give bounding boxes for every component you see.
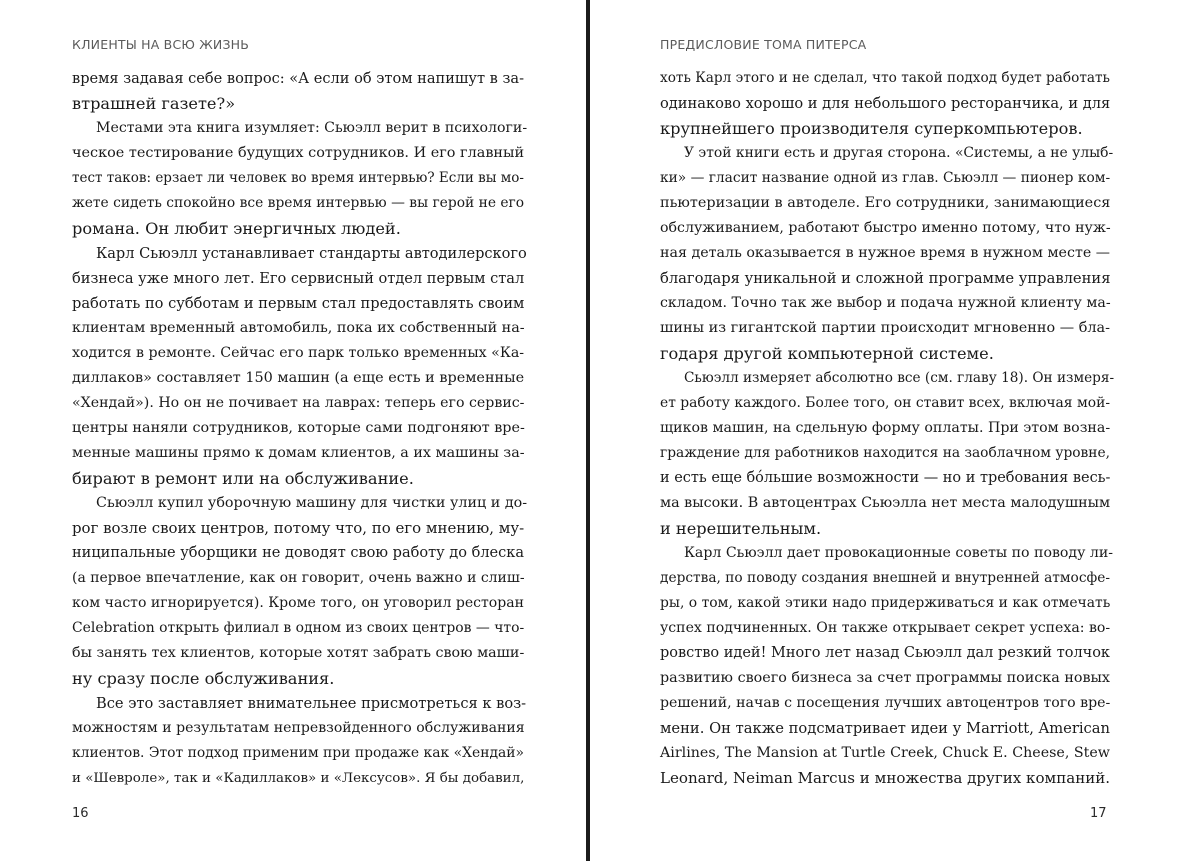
left-page-body bbox=[72, 66, 528, 791]
text-line: Airlines, The Mansion at Turtle Creek, Chuck E. Cheese, Stew bbox=[660, 745, 1110, 761]
text-line: и нерешительным. bbox=[660, 519, 822, 538]
text-line: ком часто игнорируется). Кроме того, он уговорил ресторан bbox=[72, 595, 524, 611]
text-line: Сьюэлл купил уборочную машину для чистки улиц и до- bbox=[96, 495, 528, 511]
text-line: бирают в ремонт или на обслуживание. bbox=[72, 469, 414, 488]
text-line: Карл Сьюэлл дает провокационные советы по поводу ли- bbox=[684, 545, 1114, 561]
text-line: втрашней газете?» bbox=[72, 94, 236, 113]
text-line: одинаково хорошо и для небольшого ресторанчика, и для bbox=[660, 95, 1111, 112]
text-line: Карл Сьюэлл устанавливает стандарты автодилерского bbox=[96, 245, 527, 262]
text-line: ет работу каждого. Более того, он ставит всех, включая мой- bbox=[660, 395, 1111, 411]
text-line: время задавая себе вопрос: «А если об этом напишут в за- bbox=[72, 70, 524, 87]
text-line: Сьюэлл измеряет абсолютно все (см. главу 18). Он измеря- bbox=[684, 370, 1115, 386]
text-line: менные машины прямо к домам клиентов, а их машины за- bbox=[72, 445, 525, 461]
text-line: центры наняли сотрудников, которые сами подгоняют вре- bbox=[72, 420, 525, 436]
right-page bbox=[590, 0, 1177, 861]
text-line: пьютеризации в автоделе. Его сотрудники, занимающиеся bbox=[660, 195, 1111, 211]
text-line: бизнеса уже много лет. Его сервисный отдел первым стал bbox=[72, 270, 525, 287]
text-line: годаря другой компьютерной системе. bbox=[660, 344, 994, 363]
text-line: (а первое впечатление, как он говорит, очень важно и слиш- bbox=[72, 570, 525, 586]
text-line: ма высоки. В автоцентрах Сьюэлла нет места малодушным bbox=[660, 495, 1111, 511]
text-line: ниципальные уборщики не доводят свою работу до блеска bbox=[72, 545, 524, 561]
text-line: диллаков» составляет 150 машин (а еще есть и временные bbox=[72, 370, 525, 386]
text-line: рог возле своих центров, потому что, по его мнению, му- bbox=[72, 519, 525, 537]
text-line: дерства, по поводу создания внешней и внутренней атмосфе- bbox=[660, 570, 1110, 586]
text-line: ная деталь оказывается в нужное время в нужном месте — bbox=[660, 245, 1110, 261]
text-line: У этой книги есть и другая сторона. «Системы, а не улыб- bbox=[684, 145, 1114, 161]
text-line: шины из гигантской партии происходит мгновенно — бла- bbox=[660, 320, 1111, 336]
text-line: щиков машин, на сдельную форму оплаты. При этом возна- bbox=[660, 420, 1111, 436]
text-line: мени. Он также подсматривает идеи у Marriott, American bbox=[660, 720, 1110, 737]
text-line: романа. Он любит энергичных людей. bbox=[72, 219, 401, 238]
text-line: успех подчиненных. Он также открывает секрет успеха: во- bbox=[660, 620, 1111, 636]
text-line: Leonard, Neiman Marcus и множества других компаний. bbox=[660, 769, 1111, 787]
text-line: и «Шевроле», так и «Кадиллаков» и «Лексусов». Я бы добавил, bbox=[72, 771, 525, 786]
text-line: Celebration открыть филиал в одном из своих центров — что- bbox=[72, 620, 525, 636]
text-line: можностям и результатам непревзойденного обслуживания bbox=[72, 720, 525, 736]
text-line: крупнейшего производителя суперкомпьютеров. bbox=[660, 119, 1083, 138]
text-line: ры, о том, какой этики надо придерживаться и как отмечать bbox=[660, 595, 1111, 611]
text-line: клиентам временный автомобиль, пока их собственный на- bbox=[72, 320, 525, 336]
page-number-left: 16 bbox=[72, 806, 89, 821]
page-number-right: 17 bbox=[1090, 806, 1107, 821]
text-line: ки» — гласит название одной из глав. Сьюэлл — пионер ком- bbox=[660, 170, 1111, 186]
text-line: Все это заставляет внимательнее присмотреться к воз- bbox=[96, 695, 527, 712]
text-line: ходится в ремонте. Сейчас его парк только временных «Ка- bbox=[72, 345, 525, 361]
text-line: работать по субботам и первым стал предоставлять своим bbox=[72, 295, 525, 312]
text-line: обслуживанием, работают быстро именно потому, что нуж- bbox=[660, 220, 1111, 236]
text-line: ну сразу после обслуживания. bbox=[72, 669, 335, 688]
text-line: тест таков: ерзает ли человек во время интервью? Если вы мо- bbox=[72, 170, 524, 186]
text-line: ровство идей! Много лет назад Сьюэлл дал резкий толчок bbox=[660, 645, 1110, 661]
text-line: ческое тестирование будущих сотрудников. И его главный bbox=[72, 145, 525, 161]
text-line: «Хендай»). Но он не почивает на лаврах: теперь его сервис- bbox=[72, 395, 525, 411]
running-head-right: ПРЕДИСЛОВИЕ ТОМА ПИТЕРСА bbox=[660, 37, 867, 52]
text-line: и есть еще бóльшие возможности — но и требования весь- bbox=[660, 470, 1111, 486]
right-page-body bbox=[660, 66, 1115, 791]
text-line: решений, начав с посещения лучших автоцентров того вре- bbox=[660, 695, 1111, 711]
left-page bbox=[0, 0, 586, 861]
text-line: бы занять тех клиентов, которые хотят забрать свою маши- bbox=[72, 645, 525, 661]
text-line: клиентов. Этот подход применим при продаже как «Хендай» bbox=[72, 745, 524, 761]
text-line: развитию своего бизнеса за счет программы поиска новых bbox=[660, 670, 1110, 686]
text-line: благодаря уникальной и сложной программе управления bbox=[660, 270, 1111, 287]
text-line: хоть Карл этого и не сделал, что такой подход будет работать bbox=[660, 70, 1110, 86]
text-line: Местами эта книга изумляет: Сьюэлл верит в психологи- bbox=[96, 120, 528, 136]
text-line: граждение для работников находится на заоблачном уровне, bbox=[660, 445, 1111, 461]
text-line: жете сидеть спокойно все время интервью — вы герой не его bbox=[72, 195, 525, 211]
running-head-left: КЛИЕНТЫ НА ВСЮ ЖИЗНЬ bbox=[72, 37, 250, 52]
text-line: складом. Точно так же выбор и подача нужной клиенту ма- bbox=[660, 295, 1111, 311]
